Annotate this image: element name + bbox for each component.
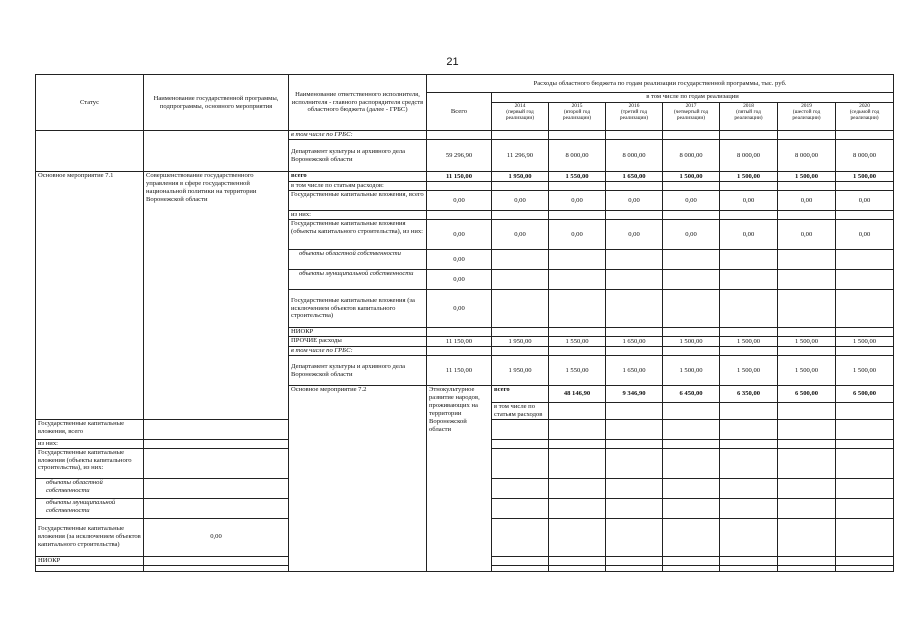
value-cell: 8 000,00 [606,140,663,172]
value-cell: 0,00 [427,270,492,290]
value-cell: 1 500,00 [663,172,720,182]
value-cell: 59 296,90 [427,140,492,172]
value-cell: 1 500,00 [663,337,720,347]
value-cell: 0,00 [778,191,836,211]
row-label: Государственные капитальные вложения (за исключением объектов капитального строительства) [36,518,144,556]
value-cell: 1 950,00 [492,356,549,386]
value-cell: 1 500,00 [720,172,778,182]
value-cell: 0,00 [492,191,549,211]
year-2018: 2018 (пятый год реализации) [720,103,778,131]
row-label: объекты муниципальной собственности [36,498,144,518]
year-2017: 2017 (четвертый год реализации) [663,103,720,131]
value-cell: 8 000,00 [720,140,778,172]
name-7-2: Этнокультурное развитие народов, проживающих на территории Воронежской области [427,386,492,572]
value-cell: 0,00 [427,220,492,250]
value-cell: 8 000,00 [663,140,720,172]
row-label: НИОКР [36,556,144,565]
row-label: Государственные капитальные вложения (за исключением объектов капитального строительства) [289,290,427,328]
header-status: Статус [36,75,144,131]
row-label: Государственные капитальные вложения, всего [289,191,427,211]
year-2015: 2015 (второй год реализации) [549,103,606,131]
row-label: в том числе по статьям расходов: [289,182,427,191]
value-cell: 1 500,00 [720,337,778,347]
value-cell: 8 000,00 [549,140,606,172]
value-cell: 1 950,00 [492,337,549,347]
year-2020: 2020 (седьмой год реализации) [836,103,894,131]
row-label: в том числе по ГРБС: [289,131,427,140]
value-cell: 0,00 [836,220,894,250]
row-label: Государственные капитальные вложения (объекты капитального строительства), из них: [36,448,144,478]
value-cell: 11 296,90 [492,140,549,172]
value-cell: 0,00 [549,220,606,250]
row-label: НИОКР [289,328,427,337]
value-cell: 8 000,00 [778,140,836,172]
value-cell: 0,00 [720,191,778,211]
value-cell: 1 500,00 [836,172,894,182]
value-cell: 1 550,00 [549,172,606,182]
row-label: Департамент культуры и архивного дела Воронежской области [289,356,427,386]
row-label: Государственные капитальные вложения, всего [36,419,144,439]
row-label: всего [289,172,427,182]
header-total: Всего [427,93,492,131]
value-cell: 1 500,00 [778,172,836,182]
value-cell: 8 000,00 [836,140,894,172]
budget-table [35,74,894,572]
value-cell: 0,00 [427,250,492,270]
value-cell: 6 500,00 [778,386,836,403]
header-by-years: в том числе по годам реализации [492,93,894,103]
value-cell: 1 650,00 [606,337,663,347]
value-cell: 0,00 [720,220,778,250]
value-cell: 1 500,00 [720,356,778,386]
value-cell: 11 150,00 [427,337,492,347]
value-cell: 1 650,00 [606,356,663,386]
value-cell: 0,00 [144,518,289,556]
value-cell: 9 346,90 [606,386,663,403]
value-cell: 0,00 [663,220,720,250]
value-cell: 6 500,00 [836,386,894,403]
header-expenses-title: Расходы областного бюджета по годам реализации государственной программы, тыс. руб. [427,75,894,93]
value-cell: 0,00 [778,220,836,250]
row-label: объекты муниципальной собственности [289,270,427,290]
year-2019: 2019 (шестой год реализации) [778,103,836,131]
row-label: Департамент культуры и архивного дела Воронежской области [289,140,427,172]
page-number: 21 [446,56,459,68]
year-2016: 2016 (третий год реализации) [606,103,663,131]
value-cell: 1 500,00 [778,337,836,347]
header-executor: Наименование ответственного исполнителя, исполнителя - главного распорядителя средств областного бюджета (далее - ГРБС) [289,75,427,131]
value-cell: 0,00 [427,290,492,328]
row-label: из них: [289,211,427,220]
value-cell: 0,00 [836,191,894,211]
value-cell: 1 550,00 [549,356,606,386]
row-label: объекты областной собственности [36,478,144,498]
year-2014: 2014 (первый год реализации) [492,103,549,131]
name-7-1: Совершенствование государственного управления в сфере государственной национальной политики на территории Воронежской области [144,172,289,420]
value-cell: 0,00 [606,191,663,211]
value-cell: 1 500,00 [836,356,894,386]
value-cell: 1 500,00 [663,356,720,386]
value-cell: 0,00 [492,220,549,250]
value-cell: 1 950,00 [492,172,549,182]
value-cell: 6 350,00 [720,386,778,403]
row-label: ПРОЧИЕ расходы [289,337,427,347]
value-cell: 1 500,00 [778,356,836,386]
header-program-name: Наименование государственной программы, подпрограммы, основного мероприятия [144,75,289,131]
row-label: в том числе по ГРБС: [289,347,427,356]
row-label: Государственные капитальные вложения (объекты капитального строительства), из них: [289,220,427,250]
value-cell: 6 450,00 [663,386,720,403]
row-label: всего [492,386,549,403]
value-cell: 0,00 [549,191,606,211]
value-cell: 1 650,00 [606,172,663,182]
value-cell: 0,00 [606,220,663,250]
value-cell: 0,00 [663,191,720,211]
value-cell: 1 550,00 [549,337,606,347]
value-cell: 1 500,00 [836,337,894,347]
row-label: в том числе по статьям расходов [492,402,549,419]
value-cell: 11 150,00 [427,356,492,386]
row-label: из них: [36,439,144,448]
row-label: объекты областной собственности [289,250,427,270]
value-cell: 11 150,00 [427,172,492,182]
status-7-1: Основное мероприятие 7.1 [36,172,144,420]
status-7-2: Основное мероприятие 7.2 [289,386,427,572]
value-cell: 0,00 [427,191,492,211]
value-cell: 48 146,90 [549,386,606,403]
